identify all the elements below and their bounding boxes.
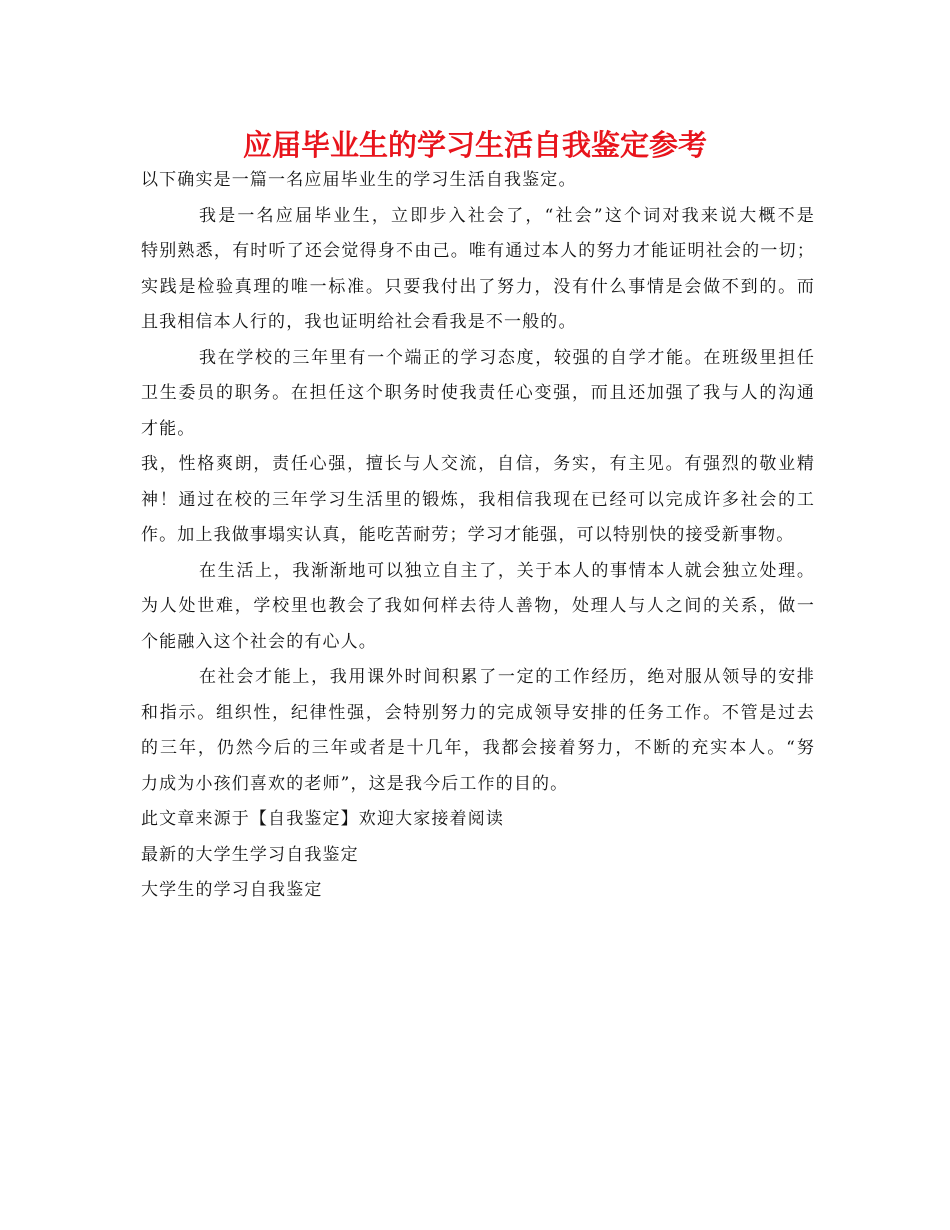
paragraph-line: 神！通过在校的三年学习生活里的锻炼，我相信我现在已经可以完成许多社会的工: [141, 489, 815, 510]
related-link-2[interactable]: 大学生的学习自我鉴定: [141, 880, 323, 900]
paragraph-line: 力成为小孩们喜欢的老师”，这是我今后工作的目的。: [141, 773, 569, 794]
paragraph-line: 且我相信本人行的，我也证明给社会看我是不一般的。: [141, 312, 577, 332]
paragraph-5: [141, 660, 815, 802]
paragraph-line: 作。加上我做事塌实认真，能吃苦耐劳；学习才能强，可以特别快的接受新事物。: [141, 525, 795, 545]
paragraph-line: 和指示。组织性，纪律性强，会特别努力的完成领导安排的任务工作。不管是过去: [141, 702, 815, 723]
paragraph-line: 为人处世难，学校里也教会了我如何样去待人善物，处理人与人之间的关系，做一: [141, 596, 815, 616]
paragraph-3: [141, 447, 815, 554]
paragraph-line: 我是一名应届毕业生，立即步入社会了，“社会”这个词对我来说大概不是: [199, 205, 815, 226]
document-body: [141, 163, 815, 909]
paragraph-line: 特别熟悉，有时听了还会觉得身不由己。唯有通过本人的努力才能证明社会的一切；: [141, 241, 815, 261]
paragraph-line: 我，性格爽朗，责任心强，擅长与人交流，自信，务实，有主见。有强烈的敬业精: [141, 454, 815, 474]
paragraph-1: [141, 199, 815, 341]
source-note: 此文章来源于【自我鉴定】欢迎大家接着阅读: [141, 809, 504, 829]
paragraph-line: 才能。: [141, 418, 196, 439]
paragraph-4: [141, 554, 815, 661]
intro-line: 以下确实是一篇一名应届毕业生的学习生活自我鉴定。: [141, 170, 577, 190]
paragraph-line: 个能融入这个社会的有心人。: [141, 631, 377, 652]
paragraph-line: 的三年，仍然今后的三年或者是十几年，我都会接着努力，不断的充实本人。“努: [141, 738, 815, 758]
document-title: 应届毕业生的学习生活自我鉴定参考: [242, 128, 707, 162]
paragraph-line: 在生活上，我渐渐地可以独立自主了，关于本人的事情本人就会独立处理。: [199, 560, 815, 581]
paragraph-line: 卫生委员的职务。在担任这个职务时使我责任心变强，而且还加强了我与人的沟通: [141, 383, 815, 403]
paragraph-line: 实践是检验真理的唯一标准。只要我付出了努力，没有什么事情是会做不到的。而: [141, 276, 815, 297]
related-link-1[interactable]: 最新的大学生学习自我鉴定: [141, 844, 359, 865]
paragraph-line: 在社会才能上，我用课外时间积累了一定的工作经历，绝对服从领导的安排: [199, 667, 815, 687]
paragraph-2: [141, 341, 815, 448]
paragraph-line: 我在学校的三年里有一个端正的学习态度，较强的自学才能。在班级里担任: [199, 347, 815, 368]
